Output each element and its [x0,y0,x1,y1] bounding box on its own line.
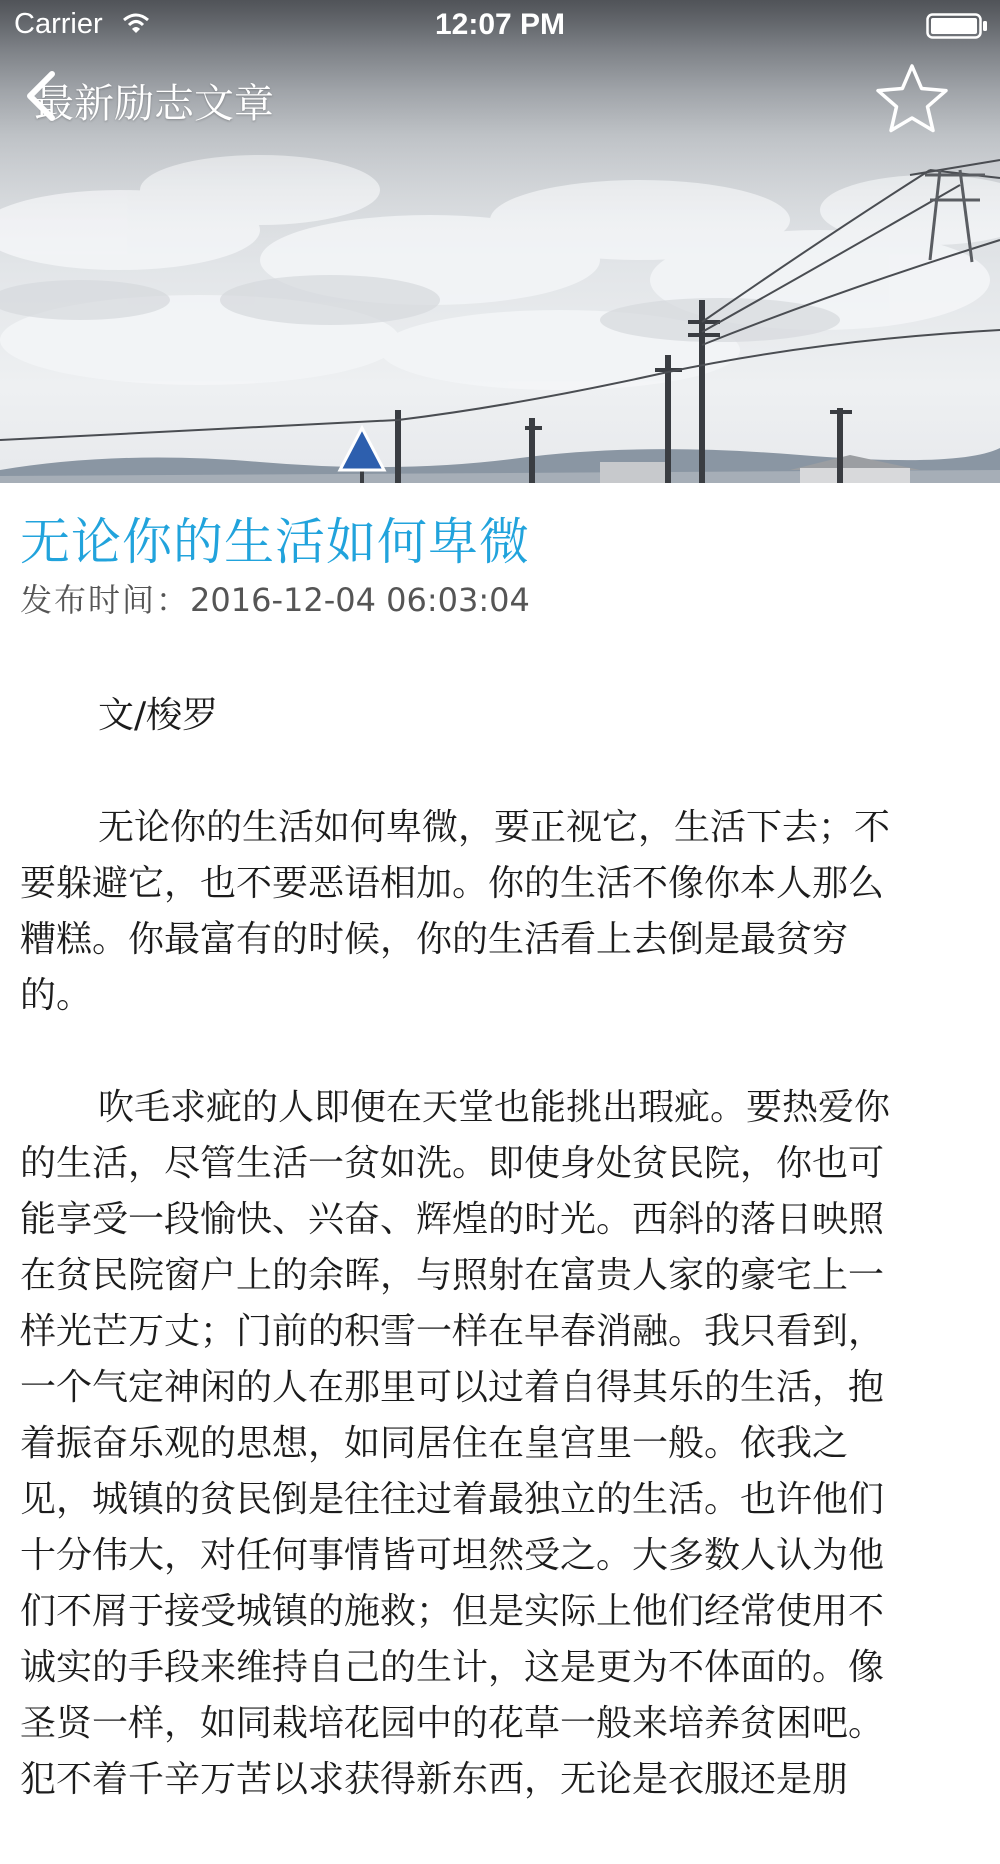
text-line: 能享受一段愉快、兴奋、辉煌的时光。西斜的落日映照 [20,1199,885,1240]
back-button[interactable] [24,70,274,130]
back-button-label: 最新励志文章 [34,80,274,127]
text-line: 圣贤一样，如同栽培花园中的花草一般来培养贫困吧。 [20,1703,885,1744]
text-line: 样光芒万丈；门前的积雪一样在早春消融。我只看到， [20,1311,885,1352]
text-line: 糟糕。你最富有的时候，你的生活看上去倒是最贫穷 [20,919,849,960]
text-line: 吹毛求疵的人即便在天堂也能挑出瑕疵。要热爱你 [98,1087,891,1128]
text-line: 要躲避它，也不要恶语相加。你的生活不像你本人那么 [20,863,885,904]
publish-time [20,575,530,621]
article-title: 无论你的生活如何卑微 [20,513,530,571]
carrier-label: Carrier [14,8,103,40]
text-line: 们不屑于接受城镇的施救；但是实际上他们经常使用不 [20,1591,885,1632]
text-line: 着振奋乐观的思想，如同居住在皇宫里一般。依我之 [20,1423,849,1464]
text-line: 的生活，尽管生活一贫如洗。即使身处贫民院，你也可 [20,1143,885,1184]
text-line: 无论你的生活如何卑微，要正视它，生活下去；不 [98,807,891,848]
publish-time-value: 2016-12-04 06:03:04 [190,581,530,619]
paragraph [20,800,968,1024]
text-line: 见，城镇的贫民倒是往往过着最独立的生活。也许他们 [20,1479,885,1520]
author-line: 文/梭罗 [98,695,219,736]
status-bar [0,0,1000,50]
article-body [20,688,968,1864]
text-line: 十分伟大，对任何事情皆可坦然受之。大多数人认为他 [20,1535,885,1576]
text-line: 的。 [20,975,93,1016]
paragraph [20,1080,968,1808]
status-time: 12:07 PM [434,8,566,41]
text-line: 诚实的手段来维持自己的生计，这是更为不体面的。像 [20,1647,885,1688]
text-line: 一个气定神闲的人在那里可以过着自得其乐的生活，抱 [20,1367,885,1408]
header-image [0,0,1000,483]
text-line: 在贫民院窗户上的余晖，与照射在富贵人家的豪宅上一 [20,1255,885,1296]
text-line: 犯不着千辛万苦以求获得新东西，无论是衣服还是朋 [20,1759,849,1800]
favorite-button[interactable] [872,60,952,140]
publish-time-label: 发布时间： [20,581,191,619]
